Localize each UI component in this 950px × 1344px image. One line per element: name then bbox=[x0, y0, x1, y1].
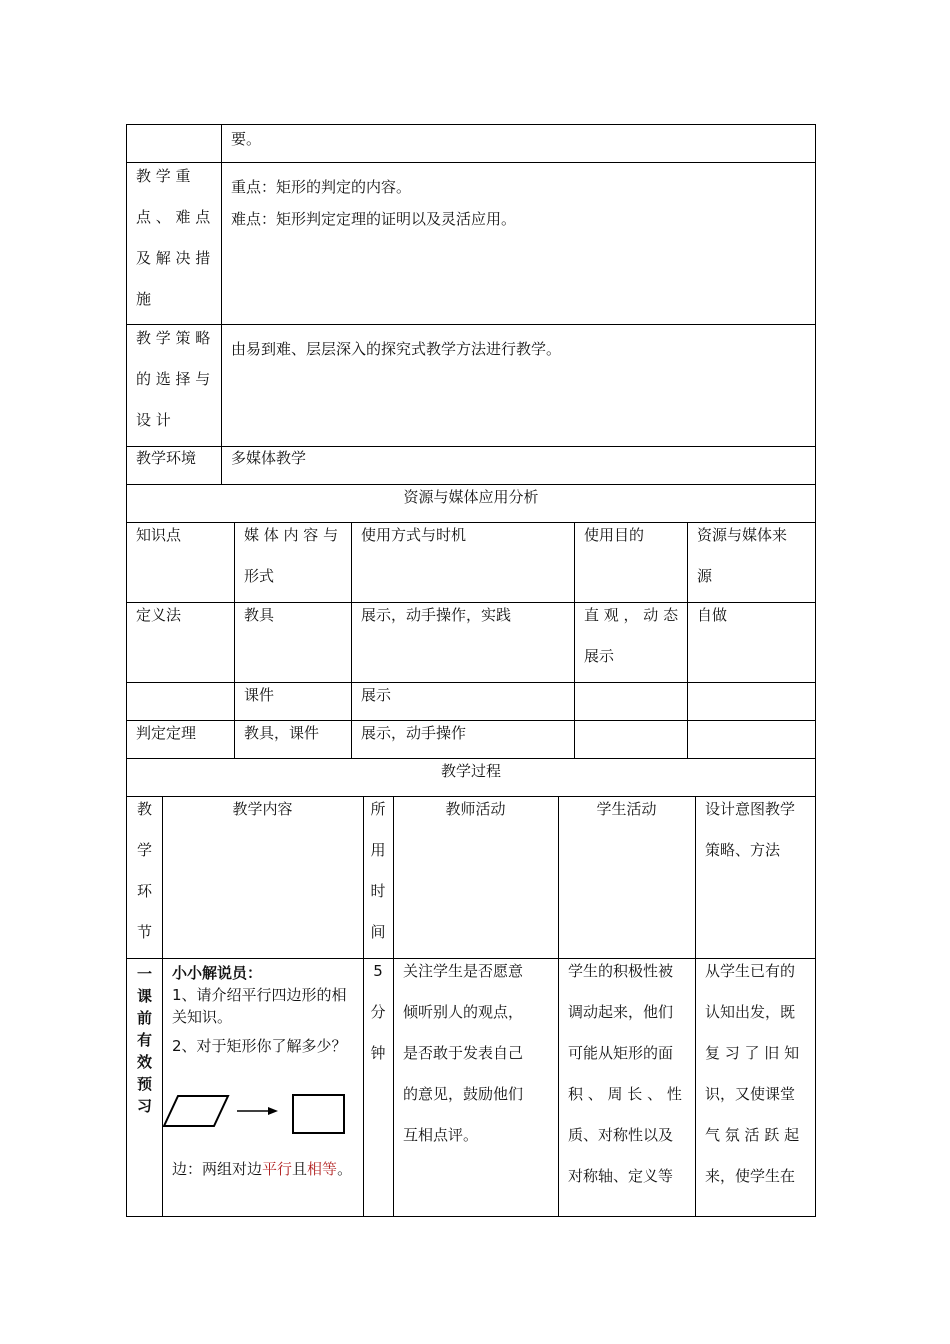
res-row1-purpose: 直 观 ， 动 态 展示 bbox=[584, 606, 679, 665]
parallelogram-shape bbox=[164, 1096, 228, 1126]
res-row1-point: 定义法 bbox=[136, 606, 182, 624]
header-content: 教学内容 bbox=[232, 800, 293, 818]
strategy-content: 由易到难、层层深入的探究式教学方法进行教学。 bbox=[231, 340, 562, 358]
arrow-head bbox=[268, 1107, 278, 1115]
time-preview: 5 分 钟 bbox=[370, 962, 386, 1062]
header-knowledge-point: 知识点 bbox=[136, 526, 182, 544]
top-row1-content: 要。 bbox=[231, 130, 262, 148]
res-row3-point: 判定定理 bbox=[136, 724, 197, 742]
student-activity: 学生的积极性被 调动起来，他们 可能从矩形的面 积 、 周 长 、 性 质、对称性以及 对称轴、定义等 bbox=[568, 962, 682, 1185]
environment-content: 多媒体教学 bbox=[231, 449, 307, 467]
header-purpose: 使用目的 bbox=[584, 526, 645, 544]
header-time: 所 用 时 间 bbox=[370, 800, 386, 941]
key-points-label: 教 学 重 点 、 难 点 及 解 决 措 施 bbox=[136, 167, 211, 308]
strategy-label: 教 学 策 略 的 选 择 与 设 计 bbox=[136, 329, 211, 429]
content-edge: 边：两组对边平行且相等。 bbox=[172, 1160, 353, 1178]
header-media-content: 媒 体 内 容 与 形式 bbox=[244, 526, 339, 585]
res-row1-media: 教具 bbox=[244, 606, 275, 624]
res-row3-usage: 展示，动手操作 bbox=[361, 724, 467, 742]
res-row3-media: 教具，课件 bbox=[244, 724, 320, 742]
header-usage: 使用方式与时机 bbox=[361, 526, 467, 544]
content-preview bbox=[172, 962, 358, 1057]
content-title: 小小解说员： bbox=[172, 964, 263, 982]
rectangle-shape bbox=[293, 1095, 344, 1133]
header-stage: 教 学 环 节 bbox=[136, 800, 152, 941]
key-points-content: 重点：矩形的判定的内容。 难点：矩形判定定理的证明以及灵活应用。 bbox=[231, 178, 517, 228]
stage-preview: 一 课 前 有 效 预 习 bbox=[136, 965, 152, 1115]
res-row2-media: 课件 bbox=[244, 686, 275, 704]
environment-label: 教学环境 bbox=[136, 449, 197, 467]
resources-title: 资源与媒体应用分析 bbox=[403, 488, 539, 506]
content-q2: 2、对于矩形你了解多少？ bbox=[172, 1037, 347, 1055]
header-design: 设计意图教学 策略、方法 bbox=[705, 800, 796, 859]
res-row1-usage: 展示，动手操作，实践 bbox=[361, 606, 512, 624]
teacher-activity: 关注学生是否愿意 倾听别人的观点， 是否敢于发表自己 的意见，鼓励他们 互相点评。 bbox=[403, 962, 524, 1144]
res-row1-source: 自做 bbox=[697, 606, 728, 624]
header-teacher: 教师活动 bbox=[445, 800, 506, 818]
parallelogram-to-rectangle-diagram bbox=[162, 1090, 362, 1140]
header-student: 学生活动 bbox=[596, 800, 657, 818]
design-intent: 从学生已有的 认知出发，既 复 习 了 旧 知 识，又使课堂 气 氛 活 跃 起 来，使学生在 bbox=[705, 962, 800, 1185]
header-source: 资源与媒体来 源 bbox=[697, 526, 788, 585]
process-title: 教学过程 bbox=[440, 762, 501, 780]
res-row2-usage: 展示 bbox=[361, 686, 392, 704]
content-q1: 1、请介绍平行四边形的相关知识。 bbox=[172, 986, 347, 1026]
